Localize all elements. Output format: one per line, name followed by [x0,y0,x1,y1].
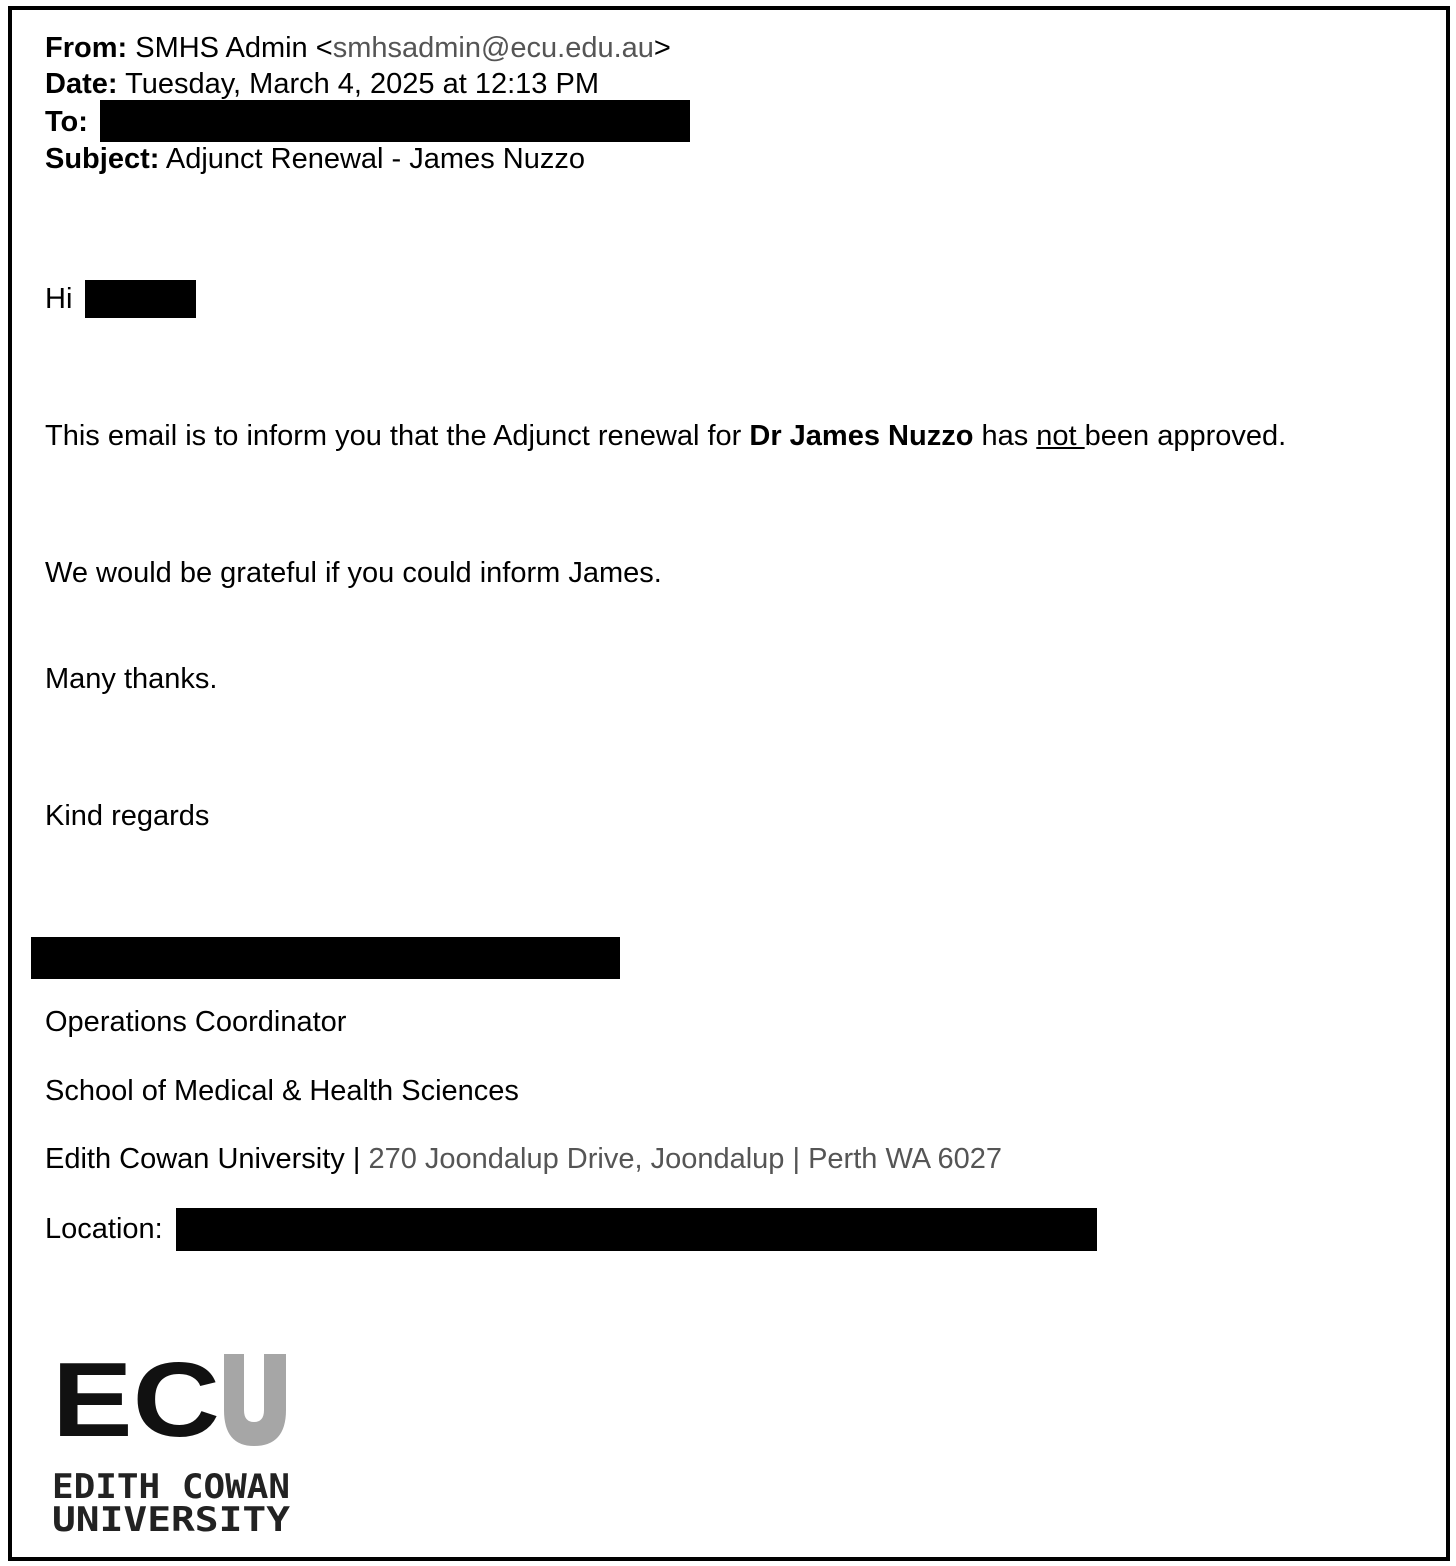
from-line [45,30,671,66]
logo-line-1: EDITH COWAN [52,1467,290,1507]
from-email: smhsadmin@ecu.edu.au [332,32,654,64]
greeting-name-redaction [85,280,196,318]
from-email-close: > [653,32,671,64]
date-line [45,66,599,102]
logo-u-letter [224,1354,286,1446]
subject-line [45,141,585,177]
logo-line-2: UNIVERSITY [52,1500,291,1538]
p1-bold-name: Dr James Nuzzo [749,420,974,452]
signature-university-line [45,1141,1002,1177]
date-value: Tuesday, March 4, 2025 at 12:13 PM [125,68,599,100]
from-email-open: < [307,32,333,64]
signature-title: Operations Coordinator [45,1006,347,1038]
closing: Kind regards [45,800,210,832]
p1-before: This email is to inform you that the Adjunct renewal for [45,420,750,452]
from-label: From: [45,32,128,64]
p1-mid: has [973,420,1037,452]
to-label: To: [45,106,88,138]
signer-name-redaction [31,937,620,979]
location-redaction [176,1208,1097,1251]
location-line [45,1211,163,1247]
ecu-logo [52,1348,302,1538]
p1-after: been approved. [1084,420,1287,452]
greeting: Hi [45,283,73,315]
paragraph-1 [45,418,1286,454]
paragraph-2: We would be grateful if you could inform James. [45,557,662,589]
p1-underline: not [1036,420,1085,452]
subject-label: Subject: [45,143,160,175]
signature-address: 270 Joondalup Drive, Joondalup | Perth WA 6027 [368,1143,1003,1175]
location-label: Location: [45,1213,163,1245]
signature-university: Edith Cowan University [45,1143,345,1175]
paragraph-3: Many thanks. [45,663,218,695]
subject-value: Adjunct Renewal - James Nuzzo [165,143,585,175]
date-label: Date: [45,68,118,100]
to-line [45,104,88,140]
to-redaction [100,100,690,142]
from-name: SMHS Admin [135,32,308,64]
signature-school: School of Medical & Health Sciences [45,1075,519,1107]
document-frame [8,6,1450,1561]
signature-separator: | [344,1143,369,1175]
logo-ec-letters: EC [52,1348,220,1459]
